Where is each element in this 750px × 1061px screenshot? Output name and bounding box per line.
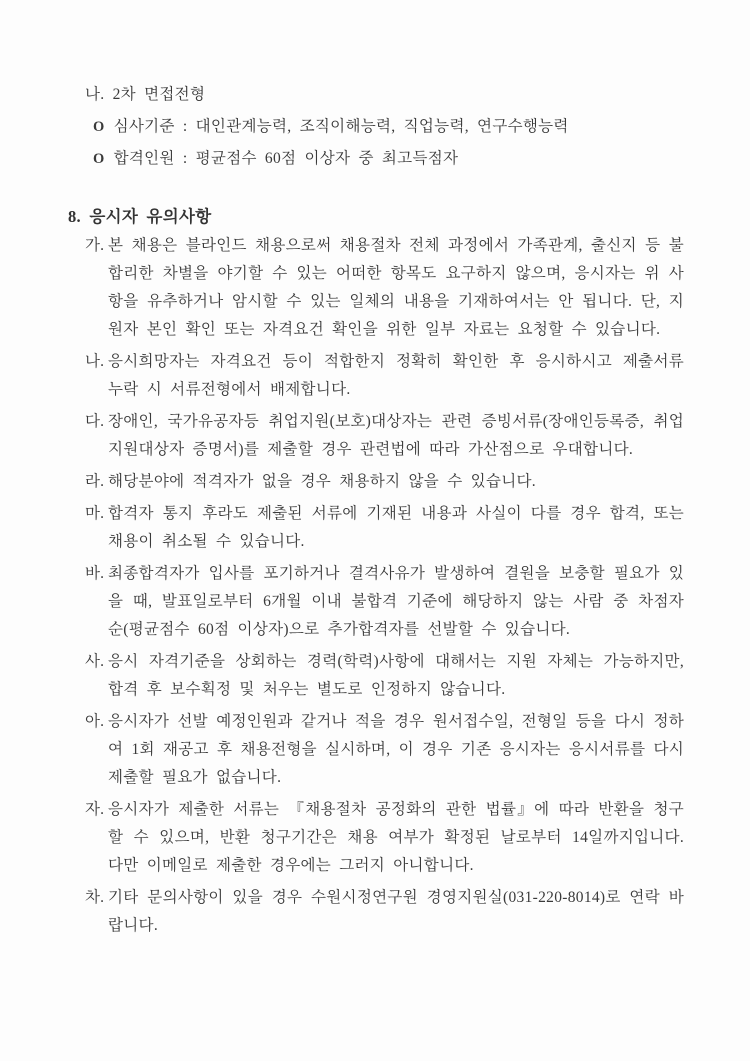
notice-item-label: 아. [85, 713, 105, 730]
bullet-line [93, 114, 684, 140]
notice-item-label: 바. [85, 565, 105, 582]
notice-item [85, 884, 684, 940]
notice-section-heading: 8. 응시자 유의사항 [68, 207, 212, 226]
notice-item-text: 해당분야에 적격자가 없을 경우 채용하지 않을 수 있습니다. [108, 473, 536, 490]
notice-item [85, 560, 684, 644]
notice-item [85, 232, 684, 344]
notice-item [85, 408, 684, 464]
notice-item-label: 가. [85, 237, 105, 254]
notice-item [85, 500, 684, 556]
notice-item-label: 라. [85, 473, 105, 490]
notice-item-label: 나. [85, 353, 105, 370]
notice-item-text: 응시자가 선발 예정인원과 같거나 적을 경우 원서접수일, 전형일 등을 다시 정하여 1회 재공고 후 채용전형을 실시하며, 이 경우 기존 응시자는 응시서류를 다시 제출할 필요가 없습니다. [108, 713, 684, 786]
notice-item [85, 648, 684, 704]
interview-section-title: 나. 2차 면접전형 [85, 86, 206, 103]
notice-item-text: 응시 자격기준을 상회하는 경력(학력)사항에 대해서는 지원 자체는 가능하지만, 합격 후 보수획정 및 처우는 별도로 인정하지 않습니다. [108, 653, 684, 698]
notice-item-text: 장애인, 국가유공자등 취업지원(보호)대상자는 관련 증빙서류(장애인등록증, 취업지원대상자 증명서)를 제출할 경우 관련법에 따라 가산점으로 우대합니다. [108, 413, 684, 458]
bullet-line [93, 146, 684, 172]
notice-item-text: 기타 문의사항이 있을 경우 수원시정연구원 경영지원실(031-220-8014)로 연락 바랍니다. [108, 889, 684, 934]
interview-bullet-list [68, 114, 684, 172]
notice-item [85, 708, 684, 792]
notice-list [68, 232, 684, 940]
notice-item-text: 합격자 통지 후라도 제출된 서류에 기재된 내용과 사실이 다를 경우 합격, 또는 채용이 취소될 수 있습니다. [108, 505, 684, 550]
notice-item-label: 자. [85, 801, 105, 818]
circle-bullet-icon: O [93, 119, 105, 135]
notice-item-label: 마. [85, 505, 105, 522]
circle-bullet-icon: O [93, 151, 105, 167]
notice-item-text: 응시희망자는 자격요건 등이 적합한지 정확히 확인한 후 응시하시고 제출서류 누락 시 서류전형에서 배제합니다. [108, 353, 684, 398]
bullet-text: 심사기준 : 대인관계능력, 조직이해능력, 직업능력, 연구수행능력 [113, 118, 569, 135]
notice-item [85, 468, 684, 496]
notice-item-text: 본 채용은 블라인드 채용으로써 채용절차 전체 과정에서 가족관계, 출신지 등 불합리한 차별을 야기할 수 있는 어떠한 항목도 요구하지 않으며, 응시자는 위 사항을 유추하거나 암시할 수 있는 일체의 내용을 기재하여서는 안 됩니다. 단, 지원자 본인 확인 또는 자격요건 확인을 위한 일부 자료는 요청할 수 있습니다. [108, 237, 684, 338]
notice-item-text: 응시자가 제출한 서류는 『채용절차 공정화의 관한 법률』에 따라 반환을 청구할 수 있으며, 반환 청구기간은 채용 여부가 확정된 날로부터 14일까지입니다. 다만 이메일로 제출한 경우에는 그러지 아니합니다. [108, 801, 684, 874]
bullet-text: 합격인원 : 평균점수 60점 이상자 중 최고득점자 [113, 150, 459, 167]
notice-item [85, 796, 684, 880]
notice-item-label: 사. [85, 653, 105, 670]
notice-item-label: 다. [85, 413, 105, 430]
notice-item-label: 차. [85, 889, 105, 906]
notice-item [85, 348, 684, 404]
notice-item-text: 최종합격자가 입사를 포기하거나 결격사유가 발생하여 결원을 보충할 필요가 있을 때, 발표일로부터 6개월 이내 불합격 기준에 해당하지 않는 사람 중 차점자 순(평균점수 60점 이상자)으로 추가합격자를 선발할 수 있습니다. [108, 565, 684, 638]
